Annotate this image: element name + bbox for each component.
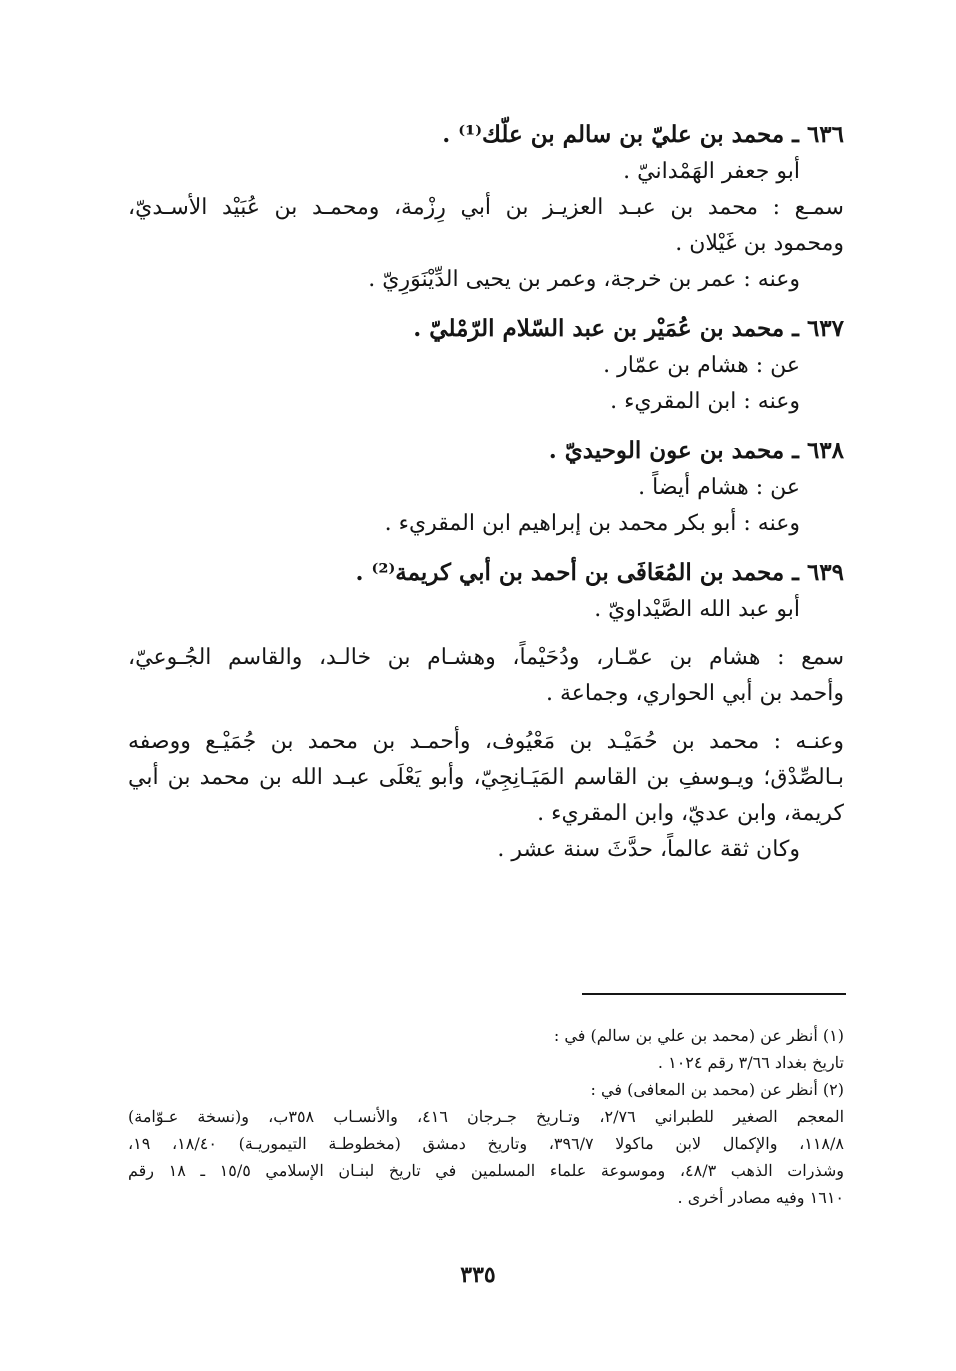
entry-639-from-him-line-1: وعنـه : محمد بن حُمَيْـد بن مَعْيُوف، وأحمـد بن محمد بن جُمَيْـع ووصفه bbox=[128, 729, 844, 754]
entry-639-heard-line-2: وأحمد بن أبي الحواري، وجماعة . bbox=[545, 681, 844, 706]
footnote-2-line-4: ١٦١٠ وفيه مصادر أخرى . bbox=[677, 1188, 844, 1207]
footnote-1-line: تاريخ بغداد ٣/٦٦ رقم ١٠٢٤ . bbox=[657, 1053, 844, 1072]
entry-639-from-him-line-3: كريمة، وابن عديّ، وابن المقريء . bbox=[537, 801, 844, 826]
entry-638-heading: ٦٣٨ ـ محمد بن عون الوحيديّ . bbox=[548, 437, 844, 464]
footnote-2-line-1: المعجم الصغير للطبراني ٢/٧٦، وتـاريخ جـرجان ٤١٦، والأنسـاب ٣٥٨ب، و(نسخة عـوّامة) bbox=[128, 1107, 845, 1126]
entry-637-from: عن : هشام بن عمّار . bbox=[603, 353, 800, 378]
footnote-2-line-2: ١١٨/٨، والإكمال لابن ماكولا ٣٩٦/٧، وتاريخ دمشق (مخطوطـة التيموريـة) ١٨/٤٠، ١٩، bbox=[128, 1134, 844, 1153]
page-number: ٣٣٥ bbox=[460, 1262, 496, 1288]
entry-639-heard-line-1: سمع : هشام بن عمّـار، ودُحَيْماً، وهشـام بن خالـد، والقاسم الجُـوعيّ، bbox=[128, 645, 844, 670]
footnote-2-heading: (٢) أنظر عن (محمد بن المعافى) في : bbox=[590, 1080, 844, 1099]
entry-636-heading: ٦٣٦ ـ محمد بن عليّ بن سالم بن علّك⁽¹⁾ . bbox=[442, 121, 844, 148]
entry-639-kunya: أبو عبد الله الصَّيْداويّ . bbox=[594, 597, 800, 622]
footnote-2-line-3: وشذرات الذهب ٤٨/٣، وموسوعة علماء المسلمين في تاريخ لبنـان الإسلامي ١٥/٥ ـ ١٨ رقم bbox=[128, 1161, 844, 1180]
entry-638-from: عن : هشام أيضاً . bbox=[638, 475, 800, 500]
entry-637-from-him: وعنه : ابن المقريء . bbox=[610, 389, 800, 414]
entry-636-heard-line-1: سمـع : محمد بن عبـد العزيـز بن أبي رِزْمة، ومحمـد بن عُبَيْد الأسـديّ، bbox=[128, 195, 844, 220]
entry-636-from-him: وعنه : عمر بن خرجة، وعمر بن يحيى الدِّيْنَوَرِيّ . bbox=[368, 267, 800, 292]
entry-636-heard-line-2: ومحمود بن غَيْلان . bbox=[675, 231, 844, 256]
entry-638-from-him: وعنه : أبو بكر محمد بن إبراهيم ابن المقريء . bbox=[384, 511, 800, 536]
footnote-1-heading: (١) أنظر عن (محمد بن علي بن سالم) في : bbox=[553, 1026, 844, 1045]
entry-636-kunya: أبو جعفر الهَمْدانيّ . bbox=[623, 159, 800, 184]
entry-639-heading: ٦٣٩ ـ محمد بن المُعَافَى بن أحمد بن أبي كريمة⁽²⁾ . bbox=[355, 559, 844, 586]
entry-637-heading: ٦٣٧ ـ محمد بن عُمَيْر بن عبد السّلام الرّمْليّ . bbox=[413, 315, 844, 342]
footnotes bbox=[128, 1022, 844, 1211]
entry-639-from-him-line-2: بـالصِّدْق؛ ويـوسفِ بن القاسم المَيَـانِجِيّ، وأبو يَعْلَى عبـد الله بن محمد بن أبي bbox=[128, 765, 844, 790]
footnote-divider bbox=[582, 993, 846, 995]
main-text bbox=[128, 116, 844, 868]
entry-639-note: وكان ثقة عالماً، حدَّثَ سنة عشر . bbox=[497, 837, 800, 862]
